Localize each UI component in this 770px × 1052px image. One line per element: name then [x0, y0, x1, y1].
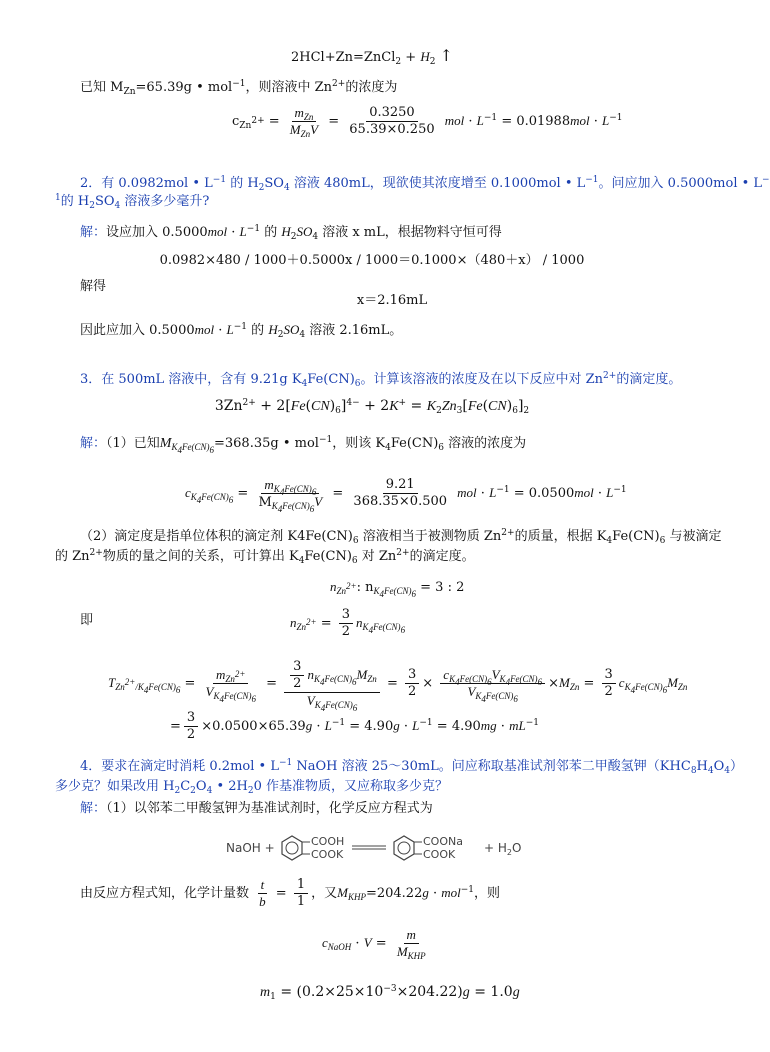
- question-2-answer-setup: 解：设应加入 $0.5000mol \cdot L^{-1}$ 的 $H_2SO_4$ 溶液 x mL，根据物料守恒可得: [80, 224, 502, 242]
- ferrocyanide-concentration-formula: $c_{K_4Fe(CN)_6}$ = $\frac{m_{K_4Fe(CN)_6}}{M_{K_4Fe(CN)_6}V}$ = $\frac{9.21}{368.35\times 0.500}$ mol · $L^{-1} = 0.0500mol \cdot L^{-1}$: [185, 476, 627, 514]
- question-3-title: 3．在 500mL 溶液中，含有 9.21g $K_4Fe(CN)_6$。计算该溶液的浓度及在以下反应中对 $Zn^{2+}$的滴定度。: [80, 371, 682, 389]
- cooh-label: COOH: [311, 835, 345, 848]
- titer-formula-line-1: $T_{Zn^{2+}/K_4Fe(CN)_6}$ = $\frac{m_{Zn^{2+}}}{V_{K_4Fe(CN)_6}}$ = $\frac{3}{2}$ $n_{K_4Fe(CN)_6}M_{Zn}$ $V_{K_4Fe(CN)_6}$ = $\frac{3}{2}$ × $\frac{c_{K_4Fe(CN)_6}V_{K_4Fe(CN)_6}}{V_{K_4Fe(CN)_6}}$ $\times M_{Zn}$ = $\frac{3}{2}$ $c_{K_4Fe(CN)_6}M_{Zn}$: [108, 658, 688, 713]
- question-4-line-2: 多少克？如果改用 $H_2C_2O_4$ • $2H_20$ 作基准物质，又应称取多少克？: [55, 779, 448, 796]
- zinc-reaction-equation: 2HCl+Zn=ZnCl$_2$ + $H_2$ ↑: [291, 46, 453, 67]
- question-3-answer-2-line-2: 的 $Zn^{2+}$物质的量之间的关系，可计算出 $K_4Fe(CN)_6$ 对 $Zn^{2+}$的滴定度。: [55, 548, 475, 566]
- benzene-ring-right-inner: [398, 842, 410, 854]
- known-molar-mass-zn: 已知 $M_{Zn}=65.39g$ • mol$^{-1}$，则溶液中 $Zn^{2+}$的浓度为: [80, 79, 398, 97]
- question-2-equation: 0.0982×480 / 1000＋0.5000x / 1000＝0.1000×（480＋x） / 1000: [159, 253, 585, 268]
- zn-concentration-formula: $c_{Zn^{2+}}$ = $\frac{m_{Zn}}{M_{Zn}V}$ = $\frac{0.3250}{65.39\times 0.250}$ mol · $L^{-1} = 0.01988mol \cdot L^{-1}$: [232, 105, 623, 139]
- stoichiometry-line: 由反应方程式知，化学计量数 $\frac{t}{b}$ = $\frac{1}{1}$ ，又$M_{KHP}=204.22g \cdot mol^{-1}$，则: [80, 877, 501, 909]
- naoh-label: NaOH +: [226, 841, 275, 855]
- benzene-ring-left: [282, 836, 302, 860]
- question-2-conclusion: 因此应加入 $0.5000mol \cdot L^{-1}$ 的 $H_2SO_4$ 溶液 2.16mL。: [80, 322, 403, 340]
- coona-label: COONa: [423, 835, 463, 848]
- question-2-result: x＝2.16mL: [356, 293, 428, 308]
- question-4-answer-1: 解：（1）以邻苯二甲酸氢钾为基准试剂时，化学反应方程式为: [80, 801, 433, 816]
- water-label: + $H_2O$: [484, 841, 522, 857]
- benzene-ring-left-inner: [286, 842, 298, 854]
- mole-ratio: $n_{Zn^{2+}}$: $n_{K_4Fe(CN)_6} = 3$ : 2: [330, 579, 465, 599]
- question-2-line-2: $^1$的 $H_2SO_4$ 溶液多少毫升?: [55, 193, 210, 211]
- ferrocyanide-reaction: $3Zn^{2+} + 2[Fe(CN)_6]^{4-} + 2K^+ = K_2Zn_3[Fe(CN)_6]_2$: [214, 398, 530, 416]
- question-3-answer-1: 解：（1）已知$M_{K_4Fe(CN)_6}=368.35g$ • mol$^{-1}$，则该 $K_4Fe(CN)_6$ 溶液的浓度为: [80, 435, 527, 455]
- titer-formula-line-2: = $\frac{3}{2}$ $\times 0.0500\times 65.39g \cdot L^{-1} = 4.90g \cdot L^{-1} = 4.90mg \cdot mL^{-1}$: [170, 710, 539, 742]
- khp-reaction-diagram: [226, 826, 526, 870]
- mass-balance-formula: $c_{NaOH} \cdot V$ = $\frac{m}{M_{KHP}}$: [322, 927, 426, 961]
- cook-label: COOK: [311, 848, 344, 861]
- question-3-answer-2-line-1: （2）滴定度是指单位体积的滴定剂 $K4Fe(CN)_6$ 溶液相当于被测物质 $Zn^{2+}$的质量，根据 $K_4Fe(CN)_6$ 与被滴定: [80, 528, 722, 546]
- cook-label-2: COOK: [423, 848, 456, 861]
- mole-relation: $n_{Zn^{2+}}$ = $\frac{3}{2}$ $n_{K_4Fe(CN)_6}$: [290, 607, 406, 639]
- question-2-line-1: 2．有 0.0982mol • $L^{-1}$ 的 $H_2SO_4$ 溶液 480mL，现欲使其浓度增至 0.1000mol • $L^{-1}$。问应加入 0.5000mol • L−: [80, 175, 770, 193]
- that-is-label: 即: [80, 613, 94, 628]
- benzene-ring-right: [394, 836, 414, 860]
- khp-reaction-figure: [226, 826, 526, 870]
- solve-label: 解得: [80, 279, 107, 294]
- mass-result: $m_1 = (0.2\times 25\times 10^{-3}\times 204.22)g = 1.0g$: [260, 984, 520, 1002]
- question-4-line-1: 4．要求在滴定时消耗 0.2mol • $L^{-1}$ NaOH 溶液 25～30mL。问应称取基准试剂邻苯二甲酸氢钾$(KHC_8H_4O_4)$: [80, 758, 744, 776]
